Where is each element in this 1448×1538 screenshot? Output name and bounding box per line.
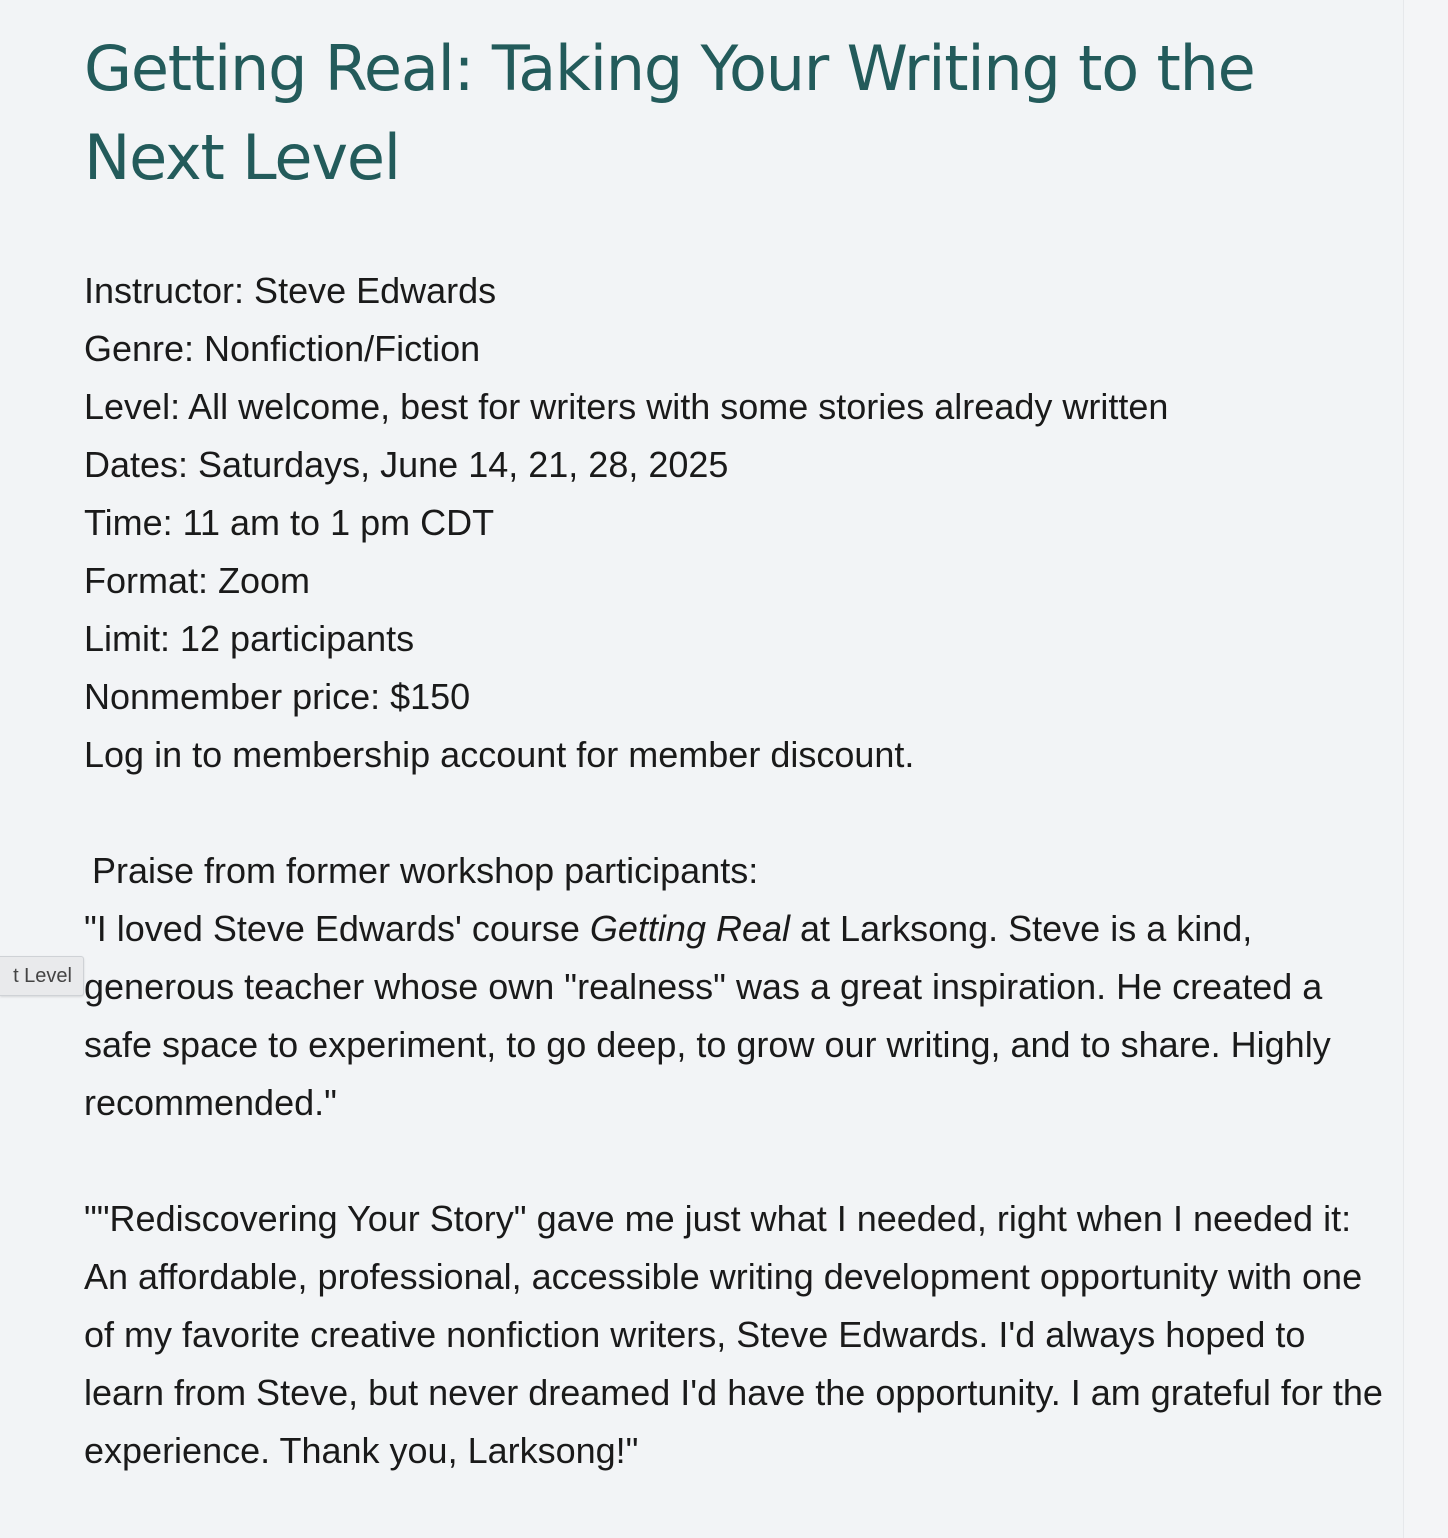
detail-dates: Dates: Saturdays, June 14, 21, 28, 2025 — [84, 444, 729, 485]
title-tooltip-label: t Level — [13, 965, 72, 987]
testimonial-1 — [84, 900, 1384, 1132]
detail-price: Nonmember price: $150 — [84, 676, 471, 717]
detail-limit: Limit: 12 participants — [84, 618, 415, 659]
detail-genre: Genre: Nonfiction/Fiction — [84, 328, 481, 369]
testimonial-2: ""Rediscovering Your Story" gave me just what I needed, right when I needed it: An affordable, professional, accessible writing development opportunity with one of my favorite creative nonfiction writers, Steve Edwards. I'd always hoped to learn from Steve, but never dreamed I'd have the opportunity. I am grateful for the experience. Thank you, Larksong!" — [84, 1198, 1383, 1471]
article-content — [84, 24, 1394, 1480]
testimonial-1-after: at Larksong. Steve is a kind, generous teacher whose own "realness" was a great inspiration. He created a safe space to experiment, to go deep, to grow our writing, and to share. Highly recommended." — [84, 908, 1331, 1123]
detail-format: Format: Zoom — [84, 560, 311, 601]
detail-level: Level: All welcome, best for writers with some stories already written — [84, 386, 1169, 427]
right-gutter — [1403, 0, 1448, 1538]
testimonial-1-course-title: Getting Real — [589, 908, 791, 949]
praise-heading: Praise from former workshop participants: — [92, 850, 759, 891]
title-tooltip — [0, 956, 84, 996]
page-title: Getting Real: Taking Your Writing to the Next Level — [84, 32, 1255, 194]
detail-instructor: Instructor: Steve Edwards — [84, 270, 497, 311]
detail-member-discount: Log in to membership account for member discount. — [84, 734, 915, 775]
testimonial-1-before: "I loved Steve Edwards' course — [84, 908, 590, 949]
workshop-details — [84, 262, 1394, 784]
detail-time: Time: 11 am to 1 pm CDT — [84, 502, 495, 543]
